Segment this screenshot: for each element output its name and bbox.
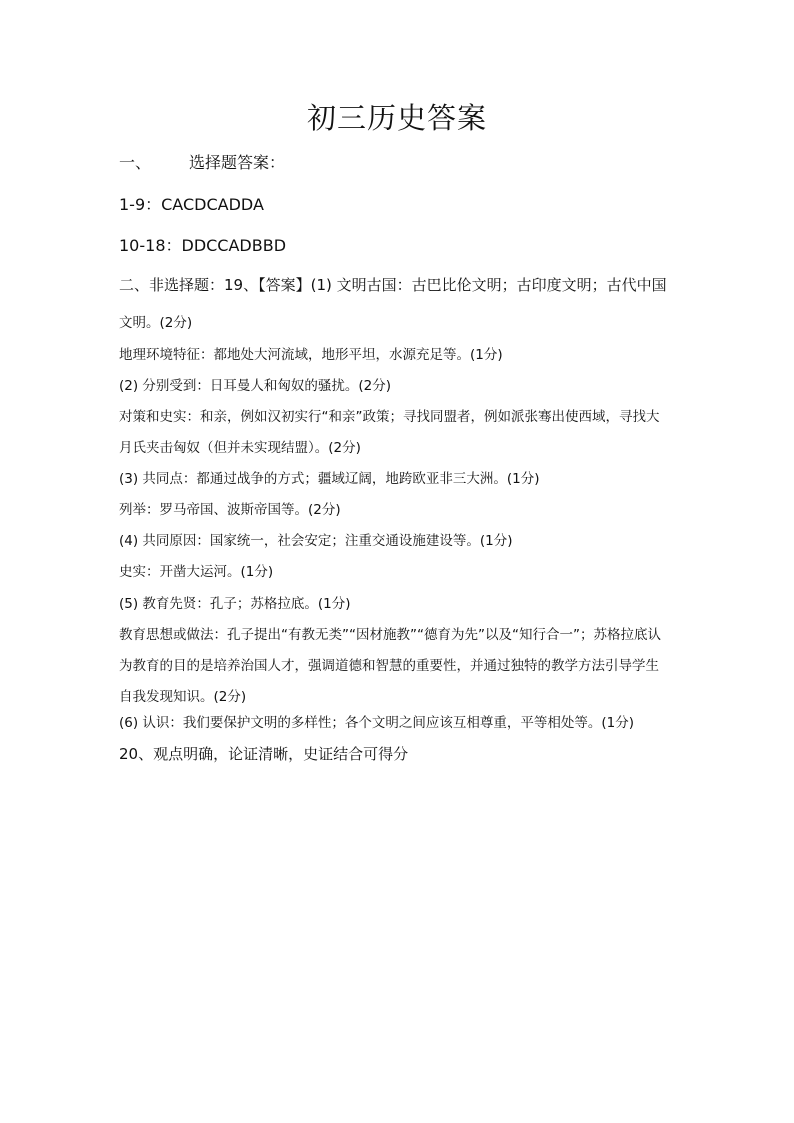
q19-line-1: 二、非选择题：19、【答案】(1) 文明古国：古巴比伦文明；古印度文明；古代中国 [119,276,667,294]
q19-line-5: 对策和史实：和亲，例如汉初实行“和亲”政策；寻找同盟者，例如派张骞出使西域，寻找大 [119,409,660,425]
q19-line-7: (3) 共同点：都通过战争的方式；疆域辽阔，地跨欧亚非三大洲。(1分) [119,471,540,487]
page-title: 初三历史答案 [306,101,487,135]
q19-line-8: 列举：罗马帝国、波斯帝国等。(2分) [119,502,341,518]
q19-line-14: 自我发现知识。(2分) [119,689,247,705]
q19-line-6: 月氏夹击匈奴（但并未实现结盟）。(2分) [119,440,361,456]
q19-line-12: 教育思想或做法：孔子提出“有教无类”“因材施教”“德育为先”以及“知行合一”；苏格拉底认 [119,627,661,643]
q19-line-3: 地理环境特征：都地处大河流域，地形平坦，水源充足等。(1分) [119,347,503,363]
q19-line-11: (5) 教育先贤：孔子；苏格拉底。(1分) [119,596,351,612]
section1-title: 选择题答案： [189,153,286,172]
answers-1-9: 1-9：CACDCADDA [119,195,264,214]
q19-line-2: 文明。(2分) [119,315,193,331]
q19-line-15: (6) 认识：我们要保护文明的多样性；各个文明之间应该互相尊重，平等相处等。(1分) [119,715,635,731]
q19-line-10: 史实：开凿大运河。(1分) [119,564,274,580]
q19-line-13: 为教育的目的是培养治国人才，强调道德和智慧的重要性，并通过独特的教学方法引导学生 [119,658,659,674]
q20-line: 20、观点明确，论证清晰，史证结合可得分 [119,745,409,763]
q19-line-4: (2) 分别受到：日耳曼人和匈奴的骚扰。(2分) [119,378,392,394]
section1-heading [119,150,285,173]
section1-number: 一、 [119,153,152,172]
q19-line-9: (4) 共同原因：国家统一，社会安定；注重交通设施建设等。(1分) [119,533,513,549]
answers-10-18: 10-18：DDCCADBBD [119,236,287,255]
